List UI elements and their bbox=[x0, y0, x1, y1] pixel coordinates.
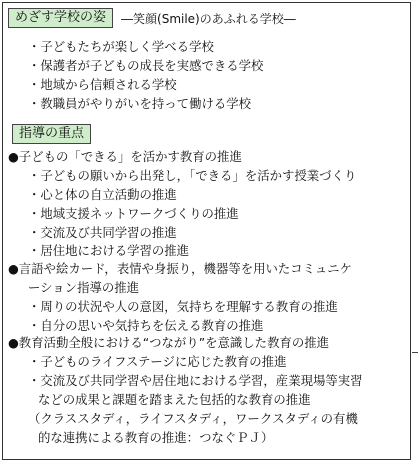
focus-item: ・交流及び共同学習の推進 bbox=[28, 225, 177, 240]
focus-heading: 指導の重点 bbox=[12, 124, 91, 144]
vision-item: ・地域から信頼される学校 bbox=[28, 77, 177, 92]
focus-item: ・交流及び共同学習や居住地における学習，産業現場等実習 bbox=[28, 373, 363, 388]
focus-note: （クラススタディ，ライフスタディ，ワークスタディの有機 bbox=[28, 411, 358, 426]
vision-motto: ―笑顔(Smile)のあふれる学校― bbox=[121, 11, 296, 26]
margin-mark bbox=[412, 352, 418, 353]
vision-item: ・保護者が子どもの成長を実感できる学校 bbox=[28, 58, 264, 73]
focus-item: ・地域支援ネットワークづくりの推進 bbox=[28, 206, 239, 221]
focus-group-title: ●言語や絵カード，表情や身振り，機器等を用いたコミュニケ bbox=[8, 261, 352, 276]
vision-item: ・子どもたちが楽しく学べる学校 bbox=[28, 39, 214, 54]
focus-group-title-continued: ーション指導の推進 bbox=[28, 280, 140, 295]
focus-item: ・子どもの願いから出発し，「できる」を活かす授業づくり bbox=[28, 168, 357, 183]
vision-heading-row bbox=[8, 8, 296, 28]
focus-item-continued: などの成果と課題を踏まえた包括的な教育の推進 bbox=[38, 392, 311, 407]
vision-item: ・教職員がやりがいを持って働ける学校 bbox=[28, 96, 252, 111]
focus-item: ・子どものライフステージに応じた教育の推進 bbox=[28, 354, 287, 369]
vision-heading: めざす学校の姿 bbox=[8, 8, 113, 28]
focus-item: ・居住地における学習の推進 bbox=[28, 243, 190, 258]
focus-item: ・心と体の自立活動の推進 bbox=[28, 187, 177, 202]
focus-item: ・自分の思いや気持ちを伝える教育の推進 bbox=[28, 318, 264, 333]
focus-heading-row bbox=[12, 124, 91, 144]
focus-group-title: ●子どもの「できる」を活かす教育の推進 bbox=[8, 149, 242, 164]
focus-item: ・周りの状況や人の意図，気持ちを理解する教育の推進 bbox=[28, 299, 338, 314]
focus-group-title: ●教育活動全般における“つながり”を意識した教育の推進 bbox=[8, 335, 330, 350]
focus-note-continued: 的な連携による教育の推進：つなぐＰＪ） bbox=[38, 430, 274, 445]
